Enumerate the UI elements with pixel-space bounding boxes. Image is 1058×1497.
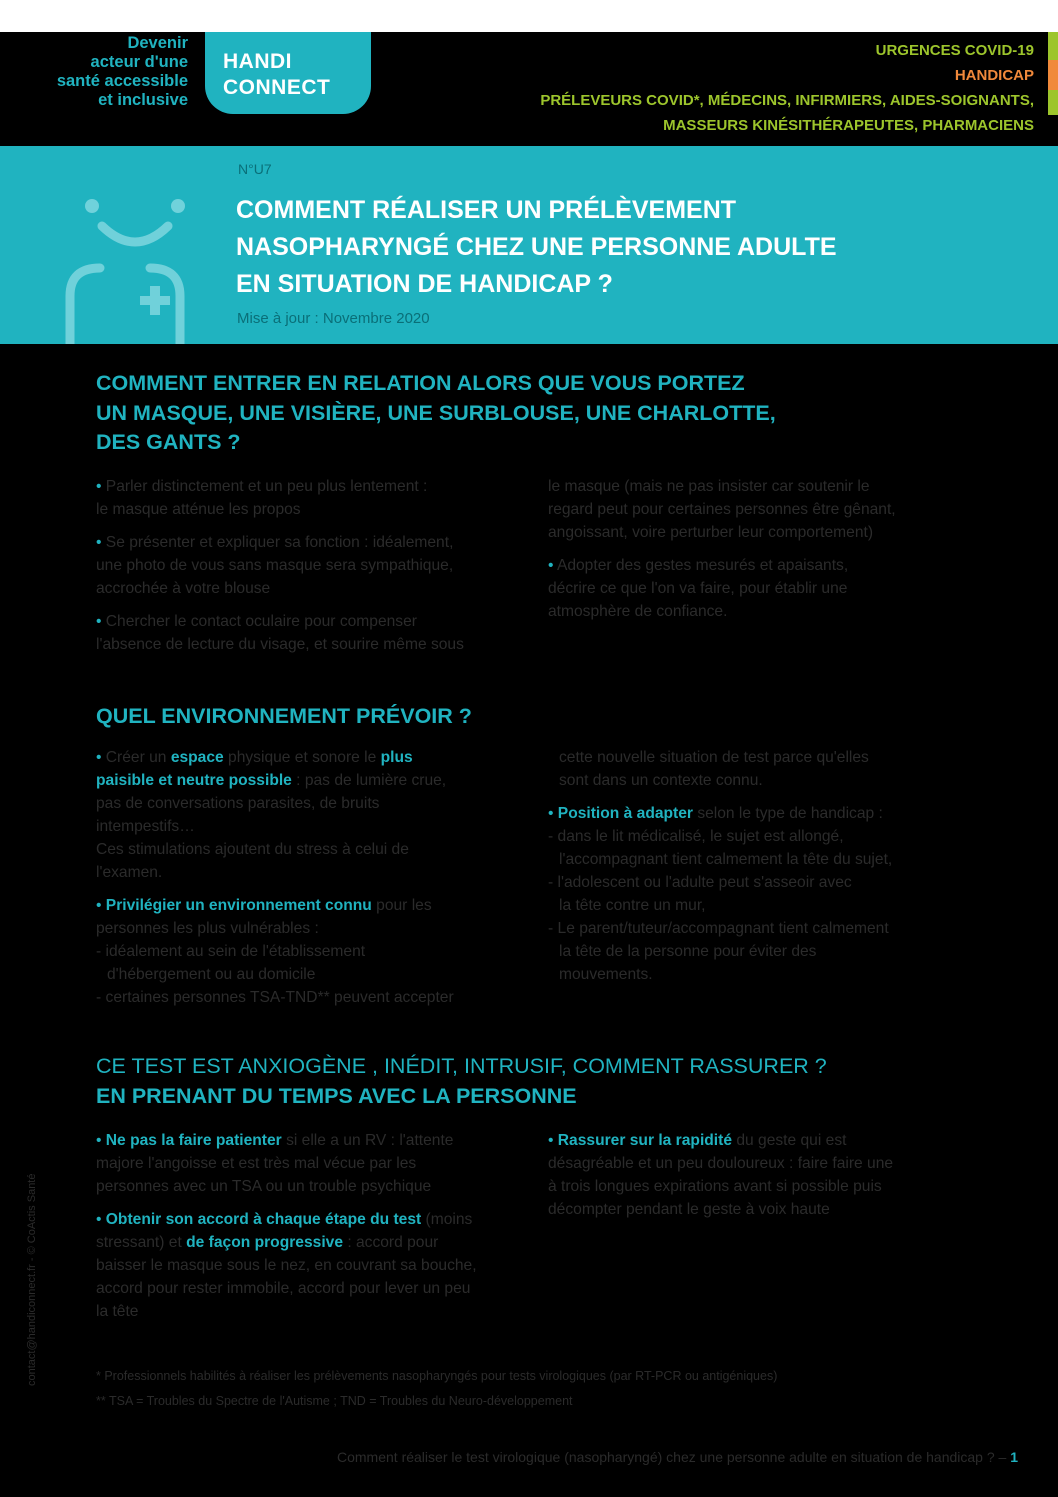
bullet-item: • Obtenir son accord à chaque étape du test (moins stressant) et de façon progressive : accord pour baisser le masque sous le nez, en couvrant sa bouche, accord pour rester immobile, accord pour lever un peu la tête: [96, 1211, 477, 1320]
bullet-dot-icon: •: [96, 749, 106, 766]
bullet-item: • Rassurer sur la rapidité du geste qui est désagréable et un peu douloureux : faire faire une à trois longues expirations avant si possible puis décompter pendant le geste à voix haute: [548, 1132, 894, 1218]
bullet-item: • Chercher le contact oculaire pour compenser l'absence de lecture du visage, et sourire même sous: [96, 613, 464, 653]
color-strip: [1048, 90, 1058, 115]
section-title-line: EN PRENANT DU TEMPS AVEC LA PERSONNE: [96, 1083, 577, 1108]
bullet-dot-icon: •: [96, 534, 106, 551]
audience-covid: URGENCES COVID-19: [875, 42, 1034, 59]
section-title-relation: [96, 369, 776, 458]
tagline-line: Devenir: [127, 34, 188, 52]
section-title-line: DES GANTS ?: [96, 430, 241, 454]
footnote: ** TSA = Troubles du Spectre de l'Autisme ; TND = Troubles du Neuro-développement: [96, 1394, 573, 1408]
tagline: [20, 34, 188, 110]
bullet-dot-icon: •: [548, 557, 557, 574]
page-number: 1: [1010, 1449, 1018, 1465]
title-line: EN SITUATION DE HANDICAP ?: [236, 270, 613, 298]
page-footer: [337, 1449, 1018, 1465]
section2-right-column: [548, 746, 988, 996]
section1-right-column: [548, 475, 988, 633]
section3-right-column: [548, 1129, 988, 1231]
handiconnect-logo: [205, 32, 371, 114]
bullet-item: • Parler distinctement et un peu plus lentement : le masque atténue les propos: [96, 478, 428, 518]
bullet-dot-icon: •: [548, 805, 558, 822]
bullet-dot-icon: •: [96, 478, 106, 495]
bullet-continuation: cette nouvelle situation de test parce qu'elles sont dans un contexte connu.: [559, 749, 869, 789]
tagline-line: acteur d'une: [90, 53, 188, 71]
top-margin: [0, 0, 1058, 32]
audience-professions: PRÉLEVEURS COVID*, MÉDECINS, INFIRMIERS, AIDES-SOIGNANTS,: [540, 92, 1034, 109]
color-strip: [1048, 60, 1058, 90]
logo-word: HANDI: [223, 50, 292, 73]
document-title: [236, 192, 1016, 303]
bullet-item: • Se présenter et expliquer sa fonction : idéalement, une photo de vous sans masque sera sympathique, accrochée à votre blouse: [96, 534, 454, 597]
logo-word: CONNECT: [223, 76, 331, 99]
color-strip: [1048, 32, 1058, 60]
smiling-caregiver-icon: [40, 146, 210, 344]
bullet-dot-icon: •: [96, 897, 106, 914]
bullet-dot-icon: •: [96, 1211, 106, 1228]
audience-professions: MASSEURS KINÉSITHÉRAPEUTES, PHARMACIENS: [663, 117, 1034, 134]
bullet-item: • Privilégier un environnement connu pour les personnes les plus vulnérables : - idéalement au sein de l'établissement d'hébergement ou au domicile - certaines personnes TSA-TND** peuvent accepter: [96, 897, 454, 1006]
section-title-line: CE TEST EST ANXIOGÈNE , INÉDIT, INTRUSIF, COMMENT RASSURER ?: [96, 1054, 827, 1078]
side-credit: contact@handiconnect.fr - © CoActis Santé: [26, 1173, 38, 1386]
bullet-item: • Ne pas la faire patienter si elle a un RV : l'attente majore l'angoisse et est très mal vécue par les personnes avec un TSA ou un trouble psychique: [96, 1132, 454, 1195]
footer-text: Comment réaliser le test virologique (nasopharyngé) chez une personne adulte en situation de handicap ? –: [337, 1449, 1011, 1465]
tagline-line: et inclusive: [98, 91, 188, 109]
bullet-continuation: le masque (mais ne pas insister car soutenir le regard peut pour certaines personnes être gênant, angoissant, voire perturber leur comportement): [548, 478, 896, 541]
tagline-line: santé accessible: [56, 72, 188, 90]
bullet-dot-icon: •: [548, 1132, 558, 1149]
section-title-line: UN MASQUE, UNE VISIÈRE, UNE SURBLOUSE, UNE CHARLOTTE,: [96, 400, 776, 425]
audience-handicap: HANDICAP: [954, 67, 1034, 84]
section-title-environment: QUEL ENVIRONNEMENT PRÉVOIR ?: [96, 704, 472, 728]
section-title-line: COMMENT ENTRER EN RELATION ALORS QUE VOUS PORTEZ: [96, 371, 745, 395]
footnote: * Professionnels habilités à réaliser les prélèvements nasopharyngés pour tests virologiques (par RT-PCR ou antigéniques): [96, 1369, 778, 1383]
bullet-item: • Créer un espace physique et sonore le plus paisible et neutre possible : pas de lumière crue, pas de conversations parasites, de bruits intempestifs… Ces stimulations ajoutent du stress à celui de l'examen.: [96, 749, 447, 881]
bullet-item: • Adopter des gestes mesurés et apaisants, décrire ce que l'on va faire, pour établir une atmosphère de confiance.: [548, 557, 849, 620]
bullet-item: • Position à adapter selon le type de handicap : - dans le lit médicalisé, le sujet est allongé, l'accompagnant tient calmement la tête du sujet, - l'adolescent ou l'adulte peut s'asseoir avec la tête contre un mur, - Le parent/tuteur/accompagnant tient calmement la tête de la personne pour éviter des mouvements.: [548, 805, 893, 983]
title-line: COMMENT RÉALISER UN PRÉLÈVEMENT: [236, 196, 737, 224]
bullet-dot-icon: •: [96, 1132, 106, 1149]
section2-left-column: [96, 746, 536, 1019]
document-number: N°U7: [238, 161, 272, 177]
section1-left-column: [96, 475, 536, 666]
title-line: NASOPHARYNGÉ CHEZ UNE PERSONNE ADULTE: [236, 233, 837, 261]
update-date: Mise à jour : Novembre 2020: [237, 310, 430, 327]
section3-left-column: [96, 1129, 536, 1333]
section-title-reassure: [96, 1052, 827, 1111]
bullet-dot-icon: •: [96, 613, 106, 630]
